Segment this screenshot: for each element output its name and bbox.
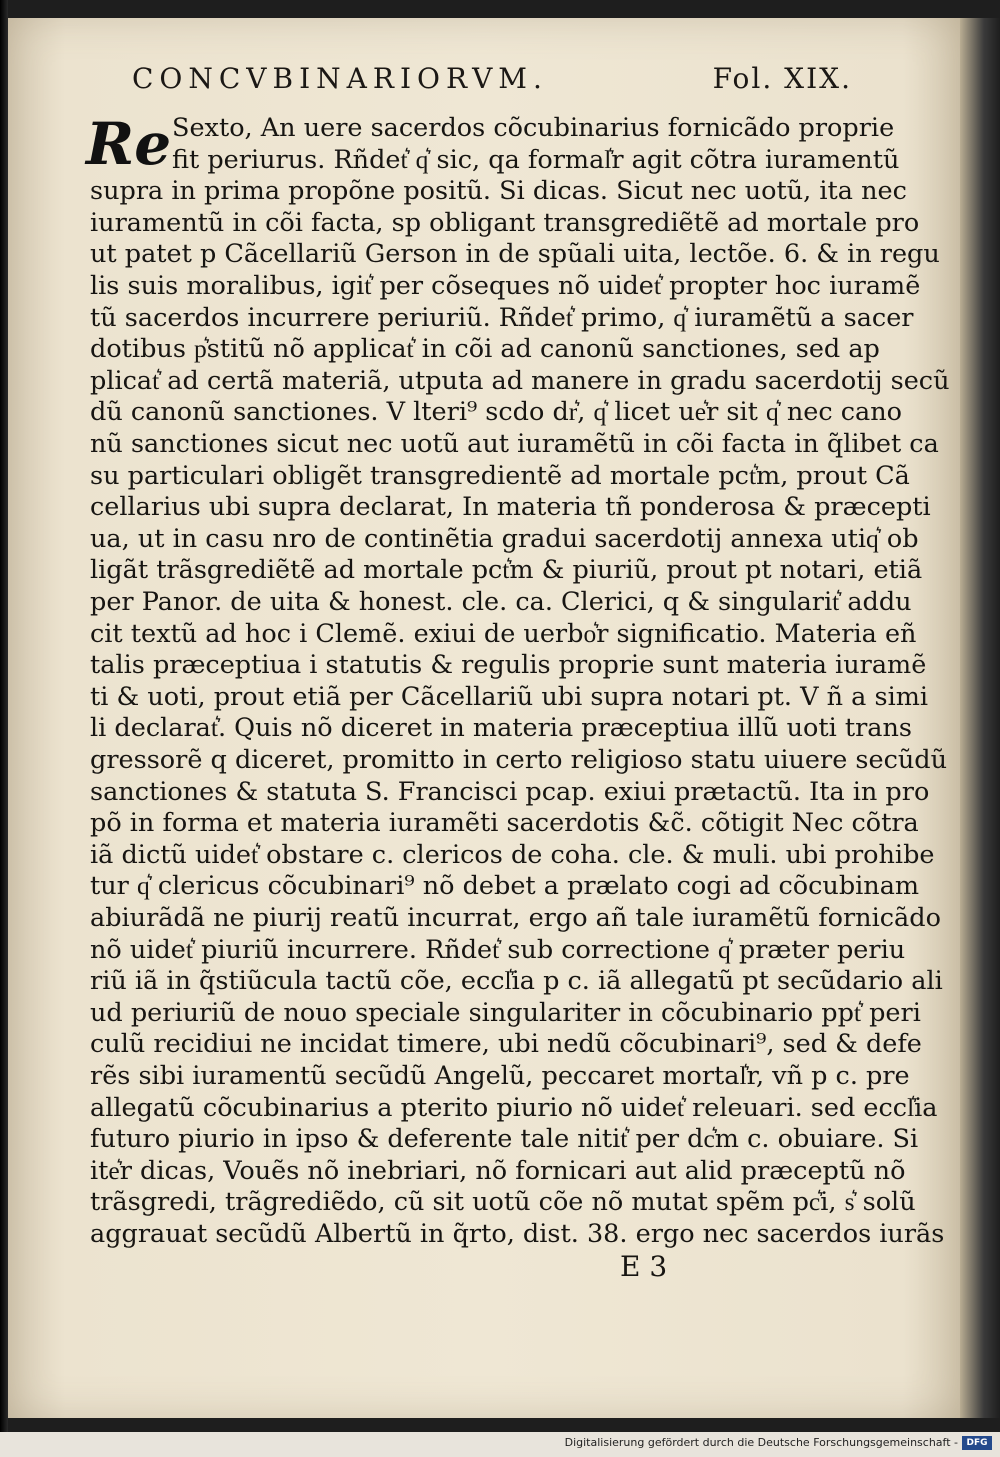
text-line: riũ iã in q̃stiũcula tactũ cõe, eccl͛ia p c. iã allegatũ pt secũdario ali (90, 966, 943, 997)
running-head (132, 62, 852, 102)
text-line: su particulari obligẽt transgredientẽ ad mortale pct͛m, prout Cã (90, 460, 910, 491)
text-line: ligãt trãsgrediẽtẽ ad mortale pct͛m & piuriũ, prout pt notari, etiã (90, 555, 923, 586)
text-line: Sexto, An uere sacerdos cõcubinarius fornicãdo proprie (172, 113, 895, 143)
text-block (90, 110, 950, 1260)
text-line: iã dictũ uidet͛ obstare c. clericos de coha. cle. & muli. ubi prohibe (90, 839, 935, 870)
text-line: allegatũ cõcubinarius a pterito piurio nõ uidet͛ releuari. sed eccl͛ia (90, 1092, 938, 1123)
running-head-title: CONCVBINARIORVM. (132, 62, 548, 95)
footer-credit: Digitalisierung gefördert durch die Deutsche Forschungsgemeinschaft - (564, 1436, 958, 1449)
text-line: supra in prima propõne positũ. Si dicas. Sicut nec uotũ, ita nec (90, 176, 907, 207)
text-line: ite͛r dicas, Vouẽs nõ inebriari, nõ fornicari aut alid præceptũ nõ (90, 1155, 906, 1186)
signature-mark: E 3 (620, 1250, 668, 1283)
text-line: trãsgredi, trãgrediẽdo, cũ sit uotũ cõe nõ mutat spẽm pc͛i, s͛ solũ (90, 1187, 916, 1218)
text-line: gressorẽ q diceret, promitto in certo religioso statu uiuere secũdũ (90, 745, 948, 775)
text-line: sanctiones & statuta S. Francisci pcap. exiui prætactũ. Ita in pro (90, 776, 930, 807)
text-line: fit periurus. Rñdet͛ q͛ sic, qa formal͛r agit cõtra iuramentũ (172, 144, 900, 175)
text-line: abiurãdã ne piurij reatũ incurrat, ergo añ tale iuramẽtũ fornicãdo (90, 903, 941, 933)
text-line: ti & uoti, prout etiã per Cãcellariũ ubi supra notari pt. V ñ a simi (90, 681, 929, 712)
text-line: dotibus p͛stitũ nõ applicat͛ in cõi ad canonũ sanctiones, sed ap (90, 334, 880, 365)
text-line: talis præceptiua i statutis & regulis proprie sunt materia iuramẽ (90, 650, 927, 681)
text-line: ut patet p Cãcellariũ Gerson in de spũali uita, lectõe. 6. & in regu (90, 239, 940, 270)
book-edge-right (960, 18, 1000, 1418)
text-line: iuramentũ in cõi facta, sp obligant transgrediẽtẽ ad mortale pro (90, 207, 920, 238)
text-line: culũ recidiui ne incidat timere, ubi nedũ cõcubinari⁹, sed & defe (90, 1029, 922, 1060)
text-line: ud periuriũ de nouo speciale singulariter in cõcubinario ppt͛ peri (90, 997, 921, 1028)
text-line: nũ sanctiones sicut nec uotũ aut iuramẽtũ in cõi facta in q̃libet ca (90, 429, 939, 459)
dfg-logo: DFG (962, 1436, 992, 1450)
text-line: tũ sacerdos incurrere periuriũ. Rñdet͛ primo, q͛ iuramẽtũ a sacer (90, 302, 914, 333)
text-line: põ in forma et materia iuramẽti sacerdotis &c̃. cõtigit Nec cõtra (90, 808, 919, 839)
text-line: futuro piurio in ipso & deferente tale nitit͛ per dc͛m c. obuiare. Si (90, 1124, 919, 1155)
text-line: rẽs sibi iuramentũ secũdũ Angelũ, peccaret mortal͛r, vñ p c. pre (90, 1061, 910, 1091)
text-line: cit textũ ad hoc i Clemẽ. exiui de uerbo͛r significatio. Materia eñ (90, 618, 917, 649)
text-line: lis suis moralibus, igit͛ per cõseques nõ uidet͛ propter hoc iuramẽ (90, 271, 921, 301)
folio-number: Fol. XIX. (712, 62, 852, 95)
text-line: cellarius ubi supra declarat, In materia tñ ponderosa & præcepti (90, 492, 931, 523)
text-line: li declarat͛. Quis nõ diceret in materia præceptiua illũ uoti trans (90, 713, 913, 744)
book-edge-left (0, 0, 8, 1432)
text-line: tur q͛ clericus cõcubinari⁹ nõ debet a prælato cogi ad cõcubinam (90, 871, 920, 902)
text-line: plicat͛ ad certã materiã, utputa ad manere in gradu sacerdotij secũ (90, 365, 950, 396)
text-line: nõ uidet͛ piuriũ incurrere. Rñdet͛ sub correctione q͛ præter periu (90, 934, 906, 965)
text-line: ua, ut in casu nro de continẽtia gradui sacerdotij annexa utiq͛ ob (90, 523, 919, 554)
text-line: per Panor. de uita & honest. cle. ca. Clerici, q & singularit͛ addu (90, 587, 912, 617)
text-line: aggrauat secũdũ Albertũ in q̃rto, dist. 38. ergo nec sacerdos iurãs (90, 1219, 945, 1249)
text-line: dũ canonũ sanctiones. V lteri⁹ scdo dr͛, q͛ licet ue͛r sit q͛ nec cano (90, 397, 903, 428)
decorated-initial: Re (86, 110, 172, 178)
